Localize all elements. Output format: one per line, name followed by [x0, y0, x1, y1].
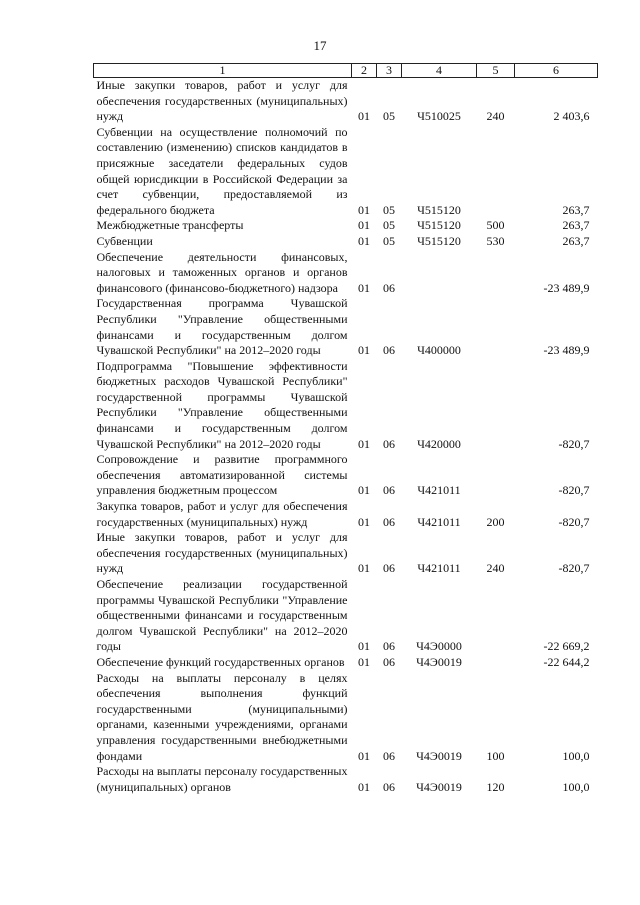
- row-section: 01: [358, 639, 370, 654]
- table-row: [94, 78, 598, 125]
- header-col-4: 4: [402, 64, 477, 78]
- row-subsection: 06: [383, 654, 395, 669]
- row-name: Субвенции на осуществление полномочий по составлению (изменению) списков кандидатов в присяжные заседатели федеральных судов общей юрисдикции в Российской Федерации за счет субвенции, предоставляемой из федерального бюджета: [96, 124, 348, 217]
- table-body: [94, 78, 598, 796]
- row-name: Обеспечение реализации государственной программы Чувашской Республики "Управление общественными финансами и государственным долгом Чувашской Республики" на 2012–2020 годы: [96, 577, 348, 654]
- row-name: Расходы на выплаты персоналу в целях обеспечения выполнения функций государственными (муниципальными) органами, казенными учреждениями, органами управления государственными внебюджетными фондами: [96, 670, 348, 763]
- row-target-code: Ч4Э0019: [416, 779, 462, 794]
- row-target-code: Ч515120: [417, 218, 461, 233]
- table-row: [94, 452, 598, 499]
- header-row: [94, 64, 598, 78]
- row-name: Закупка товаров, работ и услуг для обеспечения государственных (муниципальных) нужд: [96, 499, 348, 529]
- header-col-6: 6: [515, 64, 598, 78]
- row-target-code: Ч4Э0019: [416, 654, 462, 669]
- row-name: Обеспечение функций государственных органов: [96, 654, 345, 669]
- row-subsection: 06: [383, 748, 395, 763]
- table-row: [94, 218, 598, 234]
- row-amount: -820,7: [558, 436, 590, 451]
- row-subsection: 05: [383, 202, 395, 217]
- page-number: 17: [313, 38, 327, 53]
- table-row: [94, 655, 598, 671]
- table-row: [94, 764, 598, 795]
- row-target-code: Ч421011: [417, 561, 461, 576]
- row-expense-type: [477, 577, 515, 655]
- row-name: Иные закупки товаров, работ и услуг для обеспечения государственных (муниципальных) нужд: [96, 78, 348, 124]
- row-expense-type: [477, 250, 515, 297]
- row-target-code: Ч4Э0000: [416, 639, 462, 654]
- header-col-5: 5: [477, 64, 515, 78]
- table-row: [94, 359, 598, 453]
- row-amount: -22 644,2: [543, 654, 590, 669]
- row-name: Расходы на выплаты персоналу государственных (муниципальных) органов: [96, 764, 348, 794]
- row-expense-type: 120: [486, 779, 505, 794]
- row-subsection: 06: [383, 280, 395, 295]
- table-row: [94, 234, 598, 250]
- row-section: 01: [358, 343, 370, 358]
- table-row: [94, 125, 598, 219]
- row-expense-type: [477, 655, 515, 671]
- row-expense-type: 530: [486, 233, 505, 248]
- row-subsection: 05: [383, 109, 395, 124]
- row-section: 01: [358, 233, 370, 248]
- row-subsection: 06: [383, 514, 395, 529]
- row-amount: 263,7: [562, 233, 590, 248]
- row-section: 01: [358, 280, 370, 295]
- row-amount: 100,0: [562, 748, 590, 763]
- budget-table: [93, 63, 598, 795]
- table-row: [94, 250, 598, 297]
- row-section: 01: [358, 654, 370, 669]
- row-target-code: Ч4Э0019: [416, 748, 462, 763]
- table-row: [94, 499, 598, 530]
- table-row: [94, 577, 598, 655]
- row-name: Государственная программа Чувашской Республики "Управление общественными финансами и государственным долгом Чувашской Республики" на 2012–2020 годы: [96, 296, 348, 358]
- header-col-3: 3: [377, 64, 402, 78]
- row-amount: -820,7: [558, 514, 590, 529]
- row-target-code: Ч400000: [417, 343, 461, 358]
- row-section: 01: [358, 514, 370, 529]
- row-section: 01: [358, 218, 370, 233]
- row-section: 01: [358, 109, 370, 124]
- row-target-code: Ч421011: [417, 514, 461, 529]
- row-subsection: 05: [383, 218, 395, 233]
- row-section: 01: [358, 483, 370, 498]
- row-subsection: 06: [383, 779, 395, 794]
- row-name: Сопровождение и развитие программного обеспечения автоматизированной системы управления бюджетным процессом: [96, 452, 348, 498]
- header-col-2: 2: [352, 64, 377, 78]
- row-expense-type: 100: [486, 748, 505, 763]
- row-amount: -820,7: [558, 561, 590, 576]
- row-section: 01: [358, 436, 370, 451]
- row-name: Обеспечение деятельности финансовых, налоговых и таможенных органов и органов финансового (финансово-бюджетного) надзора: [96, 249, 348, 295]
- row-section: 01: [358, 561, 370, 576]
- row-amount: -820,7: [558, 483, 590, 498]
- row-expense-type: 240: [486, 561, 505, 576]
- table-row: [94, 296, 598, 358]
- row-expense-type: [477, 452, 515, 499]
- row-expense-type: 500: [486, 218, 505, 233]
- row-section: 01: [358, 202, 370, 217]
- row-section: 01: [358, 748, 370, 763]
- row-name: Межбюджетные трансферты: [96, 218, 244, 233]
- row-name: Иные закупки товаров, работ и услуг для обеспечения государственных (муниципальных) нужд: [96, 530, 348, 576]
- row-name: Субвенции: [96, 233, 153, 248]
- row-subsection: 06: [383, 483, 395, 498]
- row-amount: 100,0: [562, 779, 590, 794]
- row-expense-type: [477, 296, 515, 358]
- row-expense-type: 240: [486, 109, 505, 124]
- row-amount: 263,7: [562, 202, 590, 217]
- row-expense-type: 200: [486, 514, 505, 529]
- row-target-code: [402, 250, 477, 297]
- row-amount: -22 669,2: [543, 639, 590, 654]
- row-target-code: Ч420000: [417, 436, 461, 451]
- row-name: Подпрограмма "Повышение эффективности бюджетных расходов Чувашской Республики" государственной программы Чувашской Республики "Управление общественными финансами и государственным долгом Чувашской Республики" на 2012–2020 годы: [96, 358, 348, 451]
- row-section: 01: [358, 779, 370, 794]
- row-target-code: Ч515120: [417, 233, 461, 248]
- row-amount: 263,7: [562, 218, 590, 233]
- row-target-code: Ч515120: [417, 202, 461, 217]
- row-subsection: 06: [383, 436, 395, 451]
- row-subsection: 06: [383, 343, 395, 358]
- row-expense-type: [477, 359, 515, 453]
- table-row: [94, 671, 598, 765]
- row-amount: -23 489,9: [543, 280, 590, 295]
- row-target-code: Ч421011: [417, 483, 461, 498]
- table-row: [94, 530, 598, 577]
- row-amount: -23 489,9: [543, 343, 590, 358]
- row-expense-type: [477, 125, 515, 219]
- row-subsection: 05: [383, 233, 395, 248]
- table-header: [94, 64, 598, 78]
- row-target-code: Ч510025: [417, 109, 461, 124]
- header-col-1: 1: [94, 64, 352, 78]
- row-subsection: 06: [383, 561, 395, 576]
- row-subsection: 06: [383, 639, 395, 654]
- row-amount: 2 403,6: [553, 109, 590, 124]
